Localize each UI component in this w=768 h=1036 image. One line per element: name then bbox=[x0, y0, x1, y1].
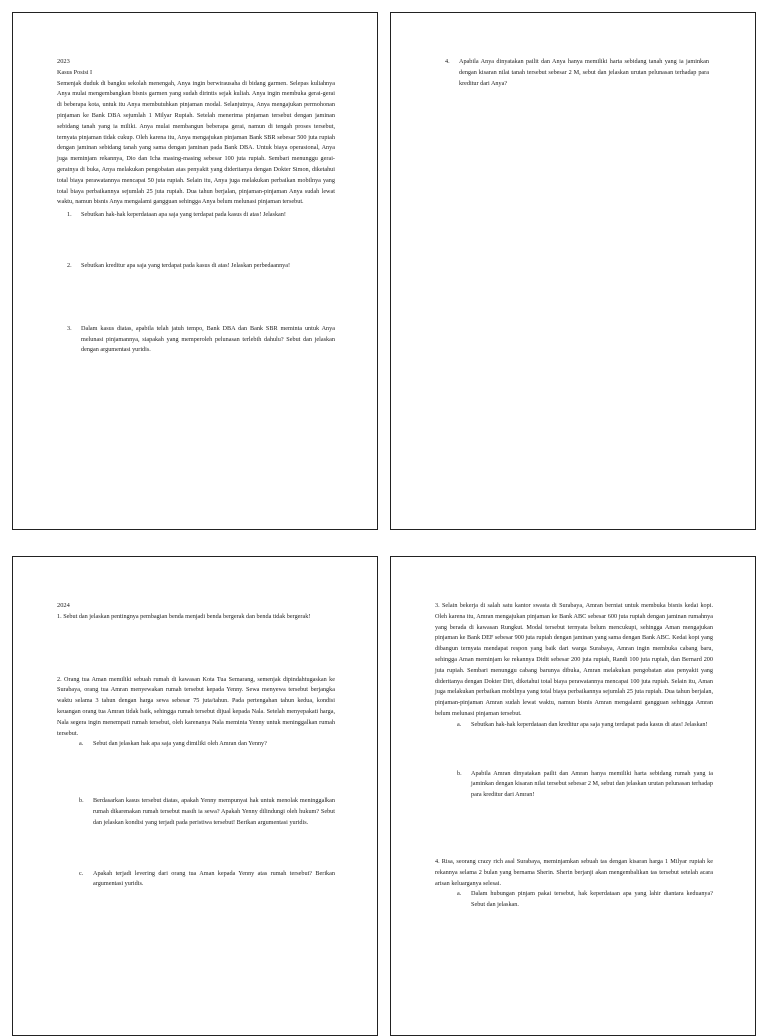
sub-question-item bbox=[57, 739, 335, 750]
sub-question-item bbox=[57, 869, 335, 891]
question-item bbox=[57, 261, 335, 272]
sub-question-text: Berdasarkan kasus tersebut diatas, apakah Yenny mempunyai hak untuk menolak meninggalkan rumah dikarenakan rumah tersebut masih ia sewa? Apakah Yenny dilindungi oleh hukum? Sebut dan jelaskan kondisi yang terjadi pada peristiwa tersebut! Berikan argumentasi yuridis. bbox=[93, 797, 335, 826]
sub-question-letter: c. bbox=[79, 869, 84, 877]
question-item bbox=[57, 210, 335, 221]
sub-question-letter: a. bbox=[457, 720, 462, 728]
document-page-4 bbox=[390, 556, 756, 1036]
question-number: 2. bbox=[67, 261, 72, 269]
sub-question-letter: b. bbox=[79, 797, 84, 805]
question-item bbox=[57, 324, 335, 356]
question-text: Sebutkan hak-hak keperdataan apa saja yang terdapat pada kasus di atas! Jelaskan! bbox=[81, 211, 286, 219]
question-text: Sebutkan kreditur apa saja yang terdapat pada kasus di atas! Jelaskan perbedaannya! bbox=[81, 261, 291, 269]
document-page-3 bbox=[12, 556, 378, 1036]
sub-question-letter: a. bbox=[457, 890, 462, 898]
question-text: 3. Selain bekerja di salah satu kantor swasta di Surabaya, Amran berniat untuk membuka bisnis kedai kopi. Oleh karena itu, Amran mengajukan pinjaman ke Bank ABC sebesar 600 juta rupiah dengan jaminan rumahnya yang berada di kawasan Rungkut. Modal tersebut ternyata belum mencukupi, sehingga Aman mengajukan pinjaman ke Bank DEF sebesar 900 juta rupiah dengan jaminan yang sama dengan Bank ABC. Kedai kopi yang dibangun ternyata mendapat respon yang baik dari warga Surabaya, Amran ingin membuka cabang baru, sehingga Aman meminjam ke rekannya Didit sebesar 200 juta rupiah, Randi 100 juta rupiah, dan Bernard 200 juta rupiah. Sembari menunggu cabang barunya dibuka, Amran melakukan pengobatan atas penyakit yang dideritanya dengan Dokter Diri, diketahui total biaya perawatannya mencapai 100 juta rupiah. Selain itu, Aman juga melakukan perbaikan mobilnya yang total biaya perbaikannya sejumlah 25 juta rupiah. Dua tahun berjalan, pinjaman-pinjaman Amran sudah lewat waktu, namun bisnis Amran mengalami gangguan sehingga Amran belum melunasi pinjaman tersebut. bbox=[435, 602, 713, 717]
sub-question-item bbox=[435, 769, 713, 801]
sub-question-text: Sebut dan jelaskan hak apa saja yang dimiliki oleh Amran dan Yenny? bbox=[93, 740, 267, 748]
question-number: 3. bbox=[67, 324, 72, 332]
year-heading: 2023 bbox=[57, 58, 70, 65]
document-page-1 bbox=[12, 12, 378, 530]
question-text: Dalam kasus diatas, apabila telah jatuh tempo, Bank DBA dan Bank SBR meminta untuk Anya melunasi pinjamannya, siapakah yang memperoleh pelunasan terlebih dahulu? Sebut dan jelaskan dengan argumentasi yuridis. bbox=[81, 324, 335, 354]
sub-question-text: Sebutkan hak-hak keperdataan dan kreditur apa saja yang terdapat pada kasus di atas! Jelaskan! bbox=[471, 720, 708, 728]
question-text: Apabila Anya dinyatakan pailit dan Anya hanya memiliki harta sebidang tanah yang ia jaminkan dengan kisaran nilai tanah tersebut sebesar 2 M, sebut dan jelaskan urutan pelunasan terhadap para kreditur dari Anya? bbox=[459, 58, 709, 87]
sub-question-text: Dalam hubungan pinjam pakai tersebut, hak keperdataan apa yang lahir diantara keduanya? Sebut dan jelaskan. bbox=[471, 890, 713, 909]
document-page-2 bbox=[390, 12, 756, 530]
question-text: 2. Orang tua Aman memiliki sebuah rumah di kawasan Kota Tua Semarang, semenjak dipindahtugaskan ke Surabaya, orang tua Amran menyewakan rumah tersebut kepada Yenny. Sewa menyewa tersebut berjangka waktu selama 3 tahun dengan harga sewa sebesar 75 juta/tahun. Pada pertengahan tahun kedua, kondisi keuangan orang tua Amran tidak baik, sehingga rumah tersebut dijual kepada Nala. Setelah menyepakati harga, Nala segera ingin menempati rumah tersebut, oleh karenanya Nala meminta Yenny untuk meninggalkan rumah tersebut. bbox=[57, 675, 335, 737]
question-number: 4. bbox=[445, 58, 450, 65]
question-number: 1. bbox=[67, 211, 72, 219]
year-heading: 2024 bbox=[57, 602, 70, 609]
sub-question-item bbox=[435, 720, 713, 731]
sub-question-item bbox=[57, 796, 335, 828]
sub-question-letter: a. bbox=[79, 740, 84, 748]
question-text: 1. Sebut dan jelaskan pentingnya pembagian benda menjadi benda bergerak dan benda tidak bergerak! bbox=[57, 612, 311, 620]
case-text: Semenjak duduk di bangku sekolah menengah, Anya ingin berwirausaha di bidang garmen. Selepas kuliahnya Anya mulai mengembangkan bisnis garmen yang sudah dirintis sejak kuliah. Anya ingin membuka gerai-gerai di beberapa kota, untuk itu Anya membutuhkan pinjaman modal. Selanjutnya, Anya mengajukan permohonan pinjaman ke Bank DBA sejumlah 1 Milyar Rupiah. Setelah menerima pinjaman tersebut dengan jaminan sebidang tanah yang ia miliki. Anya mulai membangun beberapa gerai, namun di tengah proses tersebut, ternyata pinjaman tidak cukup. Oleh karena itu, Anya mengajukan pinjaman Bank SBR sebesar 500 juta rupiah dengan jaminan sebidang tanah yang sama dengan jaminan pada Bank DBA. Untuk biaya operasional, Anya juga meminjam rekannya, Dio dan Icha masing-masing sebesar 100 juta rupiah. Sembari menunggu gerai-gerainya di buka, Anya melakukan pengobatan atas penyakit yang dideritanya dengan Dokter Simon, diketahui total biaya perawatannya mencapai 50 juta rupiah. Selain itu, Anya juga melakukan perbaikan mobilnya yang total biaya perbaikannya sejumlah 25 juta rupiah. Dua tahun berjalan, pinjaman-pinjaman Anya sudah lewat waktu, namun bisnis Anya mengalami gangguan sehingga Anya belum melunasi pinjaman tersebut. bbox=[57, 79, 335, 206]
question-item bbox=[445, 57, 709, 89]
case-title: Kasus Posisi I bbox=[57, 68, 93, 76]
sub-question-letter: b. bbox=[457, 769, 462, 777]
question-text: 4. Risa, seorang crazy rich asal Surabaya, meminjamkan sebuah tas dengan kisaran harga 1 Milyar rupiah ke rekannya selama 2 bulan yang bernama Sherin. Sherin berjanji akan mengembalikan tas tersebut setelah acara arisan keluarganya selesai. bbox=[435, 857, 713, 887]
sub-question-text: Apakah terjadi levering dari orang tua Aman kepada Yenny atas rumah tersebut? Berikan argumentasi yuridis. bbox=[93, 869, 335, 888]
sub-question-text: Apabila Amran dinyatakan pailit dan Amran hanya memiliki harta sebidang rumah yang ia jaminkan dengan kisaran nilai tersebut sebesar 2 M, sebut dan jelaskan urutan pelunasan terhadap para kreditur dari Amran! bbox=[471, 769, 713, 799]
sub-question-item bbox=[435, 889, 713, 911]
